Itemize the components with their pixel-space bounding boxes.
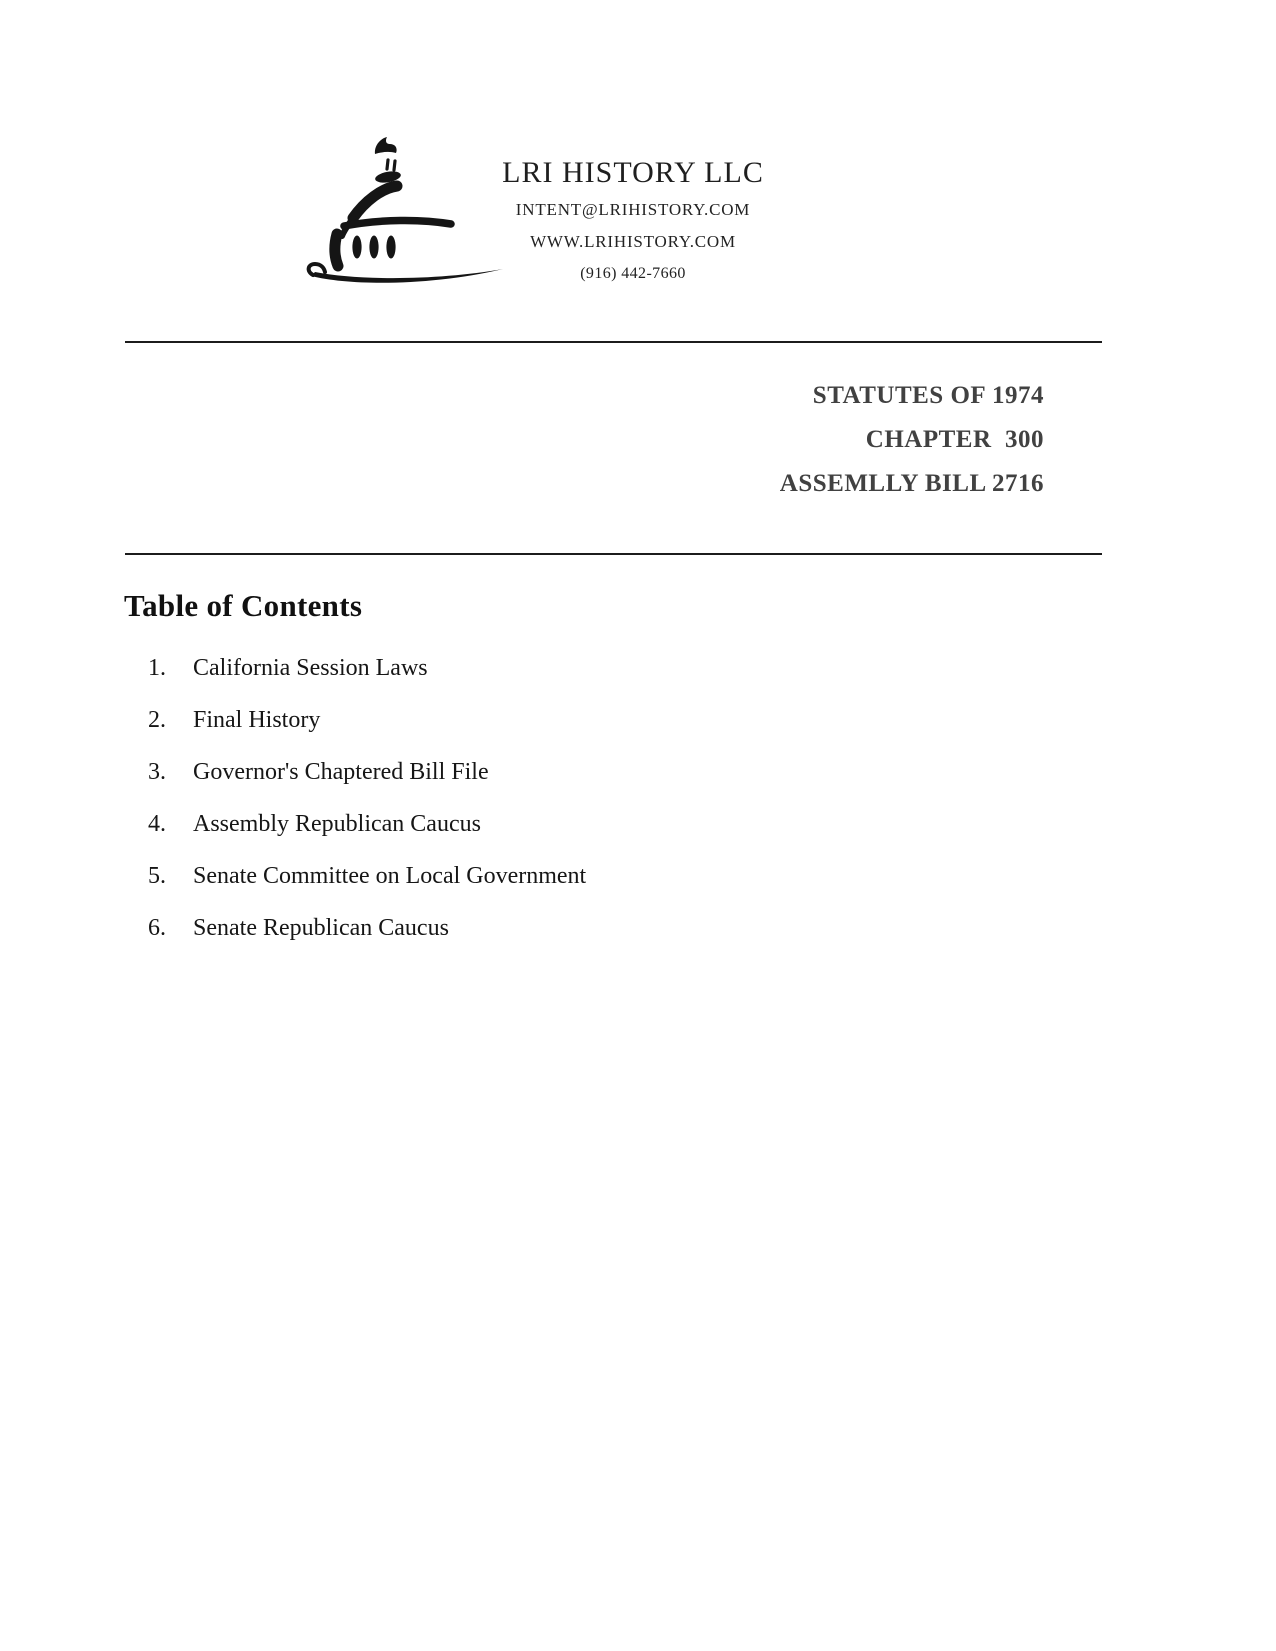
- toc-item-number: 3.: [148, 759, 166, 785]
- bill-line: ASSEMLLY BILL 2716: [779, 470, 1044, 497]
- toc-item: [148, 850, 586, 902]
- toc-list: [148, 642, 586, 954]
- divider-top: [125, 341, 1102, 343]
- toc-item: [148, 902, 586, 954]
- toc-item-number: 1.: [148, 655, 166, 681]
- statutes-year-line: STATUTES OF 1974: [812, 382, 1044, 409]
- toc-item: [148, 798, 586, 850]
- chapter-line: CHAPTER 300: [865, 426, 1044, 453]
- toc-item-label: Final History: [193, 707, 321, 733]
- toc-item-label: Governor's Chaptered Bill File: [193, 759, 489, 785]
- toc-item-label: Assembly Republican Caucus: [193, 811, 481, 837]
- toc-item: [148, 746, 586, 798]
- email-text: INTENT@LRIHISTORY.COM: [515, 200, 751, 219]
- toc-item-label: California Session Laws: [193, 655, 428, 681]
- toc-item-number: 6.: [148, 915, 166, 941]
- phone-text: (916) 442-7660: [580, 265, 686, 282]
- company-name: LRI HISTORY LLC: [502, 156, 764, 189]
- title-block: [780, 374, 1044, 506]
- toc-item-label: Senate Committee on Local Government: [193, 863, 587, 889]
- letterhead: [437, 152, 829, 290]
- toc-item: [148, 694, 586, 746]
- toc-item-label: Senate Republican Caucus: [193, 915, 449, 941]
- toc-heading: Table of Contents: [124, 588, 363, 623]
- toc-item: [148, 642, 586, 694]
- toc-item-number: 5.: [148, 863, 166, 889]
- toc-item-number: 2.: [148, 707, 166, 733]
- divider-bottom: [125, 553, 1102, 555]
- website-text: WWW.LRIHISTORY.COM: [530, 232, 736, 251]
- toc-item-number: 4.: [148, 811, 166, 837]
